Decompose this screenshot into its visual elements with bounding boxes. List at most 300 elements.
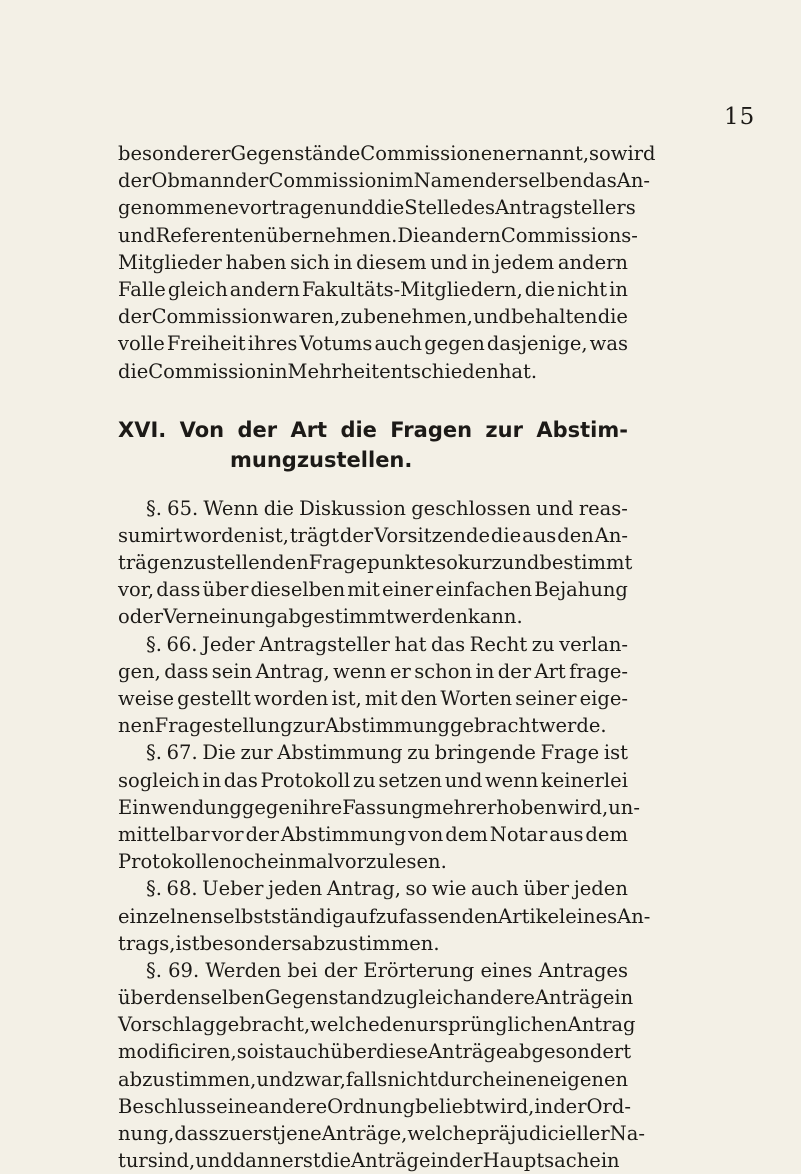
text-line — [118, 249, 628, 276]
text-line — [118, 303, 628, 330]
word: behalten — [511, 305, 598, 329]
word: Commissionen — [360, 142, 505, 165]
word: so — [405, 877, 428, 901]
word: vor — [211, 822, 244, 846]
word: Anträge — [534, 986, 615, 1010]
word: andern — [430, 223, 501, 247]
text-line — [118, 739, 628, 766]
word: Gegenstand — [264, 986, 384, 1010]
word: ist, — [331, 687, 362, 710]
text-line — [118, 576, 628, 603]
word: genommene — [118, 196, 239, 220]
word: der — [449, 1149, 483, 1173]
word: Commission — [268, 169, 389, 193]
word: Hauptsache — [482, 1149, 601, 1173]
word: der — [497, 659, 532, 683]
word: haben — [225, 250, 287, 274]
word: einen — [495, 1067, 550, 1091]
word: und — [501, 551, 540, 575]
paragraph-65 — [118, 495, 633, 631]
word: eine — [216, 1094, 259, 1118]
word: Fragepunkte — [308, 551, 437, 575]
word: ist — [603, 741, 628, 765]
word: was — [589, 332, 628, 356]
word: kurz — [457, 551, 502, 575]
word: der — [118, 169, 152, 193]
word: zuerst — [218, 1122, 281, 1145]
word: die — [490, 523, 522, 547]
word: zur — [292, 714, 325, 738]
word: dass — [174, 1122, 219, 1145]
word: einer — [382, 578, 434, 602]
word: nen — [118, 714, 155, 738]
word: Stelle — [404, 196, 462, 220]
word: Protokoll — [260, 768, 351, 792]
word: der — [237, 417, 278, 442]
word: An- — [617, 904, 651, 928]
word: Worten — [440, 687, 513, 710]
word: erhoben — [475, 795, 558, 819]
word: übernehmen. — [265, 223, 398, 247]
word: über — [202, 578, 249, 602]
word: zur — [240, 741, 273, 765]
word: Recht — [469, 632, 528, 656]
word: Abstim- — [536, 417, 628, 442]
word: bringende — [434, 741, 536, 765]
word: waren, — [272, 305, 341, 329]
word: §. — [146, 958, 162, 982]
text-block — [118, 140, 656, 1174]
word: worden — [254, 687, 329, 710]
word: Antrag — [567, 1013, 636, 1037]
word: abgesondert — [507, 1040, 632, 1064]
word: jene — [280, 1122, 322, 1145]
text-line — [118, 1038, 632, 1065]
word: und — [256, 1067, 294, 1091]
word: über — [330, 1040, 377, 1064]
word: wenn — [484, 768, 539, 792]
word: keinerlei — [540, 768, 628, 792]
word: einmal — [267, 850, 334, 874]
word: vorzulesen. — [333, 850, 447, 874]
word: Vorschlag — [118, 1013, 216, 1037]
word: eigenen — [549, 1067, 629, 1091]
word: die — [340, 417, 377, 442]
word: besonders — [199, 931, 302, 955]
word: sich — [290, 250, 330, 274]
word: beliebt — [415, 1094, 484, 1118]
word: abgestimmt — [276, 605, 394, 629]
word: die — [263, 496, 294, 520]
word: gen, — [118, 659, 161, 683]
word: der — [118, 305, 152, 329]
word: Gegenstände — [230, 142, 361, 165]
word: Mehrheit — [287, 359, 380, 383]
word: die — [597, 305, 628, 329]
word: Art — [534, 659, 566, 683]
word: 67. — [166, 741, 198, 765]
word: andere — [258, 1094, 328, 1118]
word: hat. — [498, 359, 538, 383]
text-line — [118, 984, 634, 1011]
word: zu — [183, 551, 207, 575]
word: Fragen — [390, 417, 473, 442]
word: Anträge — [351, 1149, 431, 1173]
word: ernannt, — [504, 142, 590, 165]
word: wie — [431, 877, 467, 901]
word: selbstständig — [213, 904, 345, 928]
word: Commission — [151, 305, 273, 329]
word: Art — [290, 417, 328, 442]
word: sogleich — [118, 768, 200, 792]
word: 69. — [168, 958, 200, 982]
word: Von — [179, 417, 225, 442]
text-line — [118, 821, 628, 848]
text-line — [118, 222, 638, 249]
word: jeden — [573, 877, 628, 901]
text-line — [118, 1066, 628, 1093]
word: die — [118, 359, 149, 383]
word: den — [379, 1013, 417, 1037]
word: die — [320, 1149, 352, 1173]
word: ursprünglichen — [416, 1013, 568, 1037]
word: Antrages — [538, 958, 628, 982]
word: das — [582, 169, 617, 193]
text-line — [118, 1093, 631, 1120]
word: in — [475, 659, 495, 683]
word: stellenden — [206, 551, 309, 575]
word: aus — [522, 523, 557, 547]
text-line — [118, 631, 628, 658]
word: mit — [364, 687, 398, 710]
word: setzen — [378, 768, 443, 792]
word: An- — [616, 169, 650, 193]
word: der — [245, 822, 279, 846]
word: Fakultäts-Mitgliedern, — [301, 277, 523, 301]
word: gegen — [424, 332, 485, 356]
word: in — [471, 250, 491, 274]
word: Anträge — [427, 1040, 508, 1064]
word: Ueber — [202, 877, 264, 901]
word: Verneinung — [163, 605, 277, 629]
word: diese — [376, 1040, 428, 1064]
word: werden — [393, 605, 468, 629]
word: Na- — [609, 1122, 645, 1145]
word: und — [473, 305, 511, 329]
word: tur — [118, 1149, 148, 1173]
word: weise — [118, 687, 175, 710]
word: zu — [352, 768, 376, 792]
word: ihres — [247, 332, 298, 356]
text-line — [118, 794, 640, 821]
word: §. — [146, 877, 162, 901]
word: frage- — [569, 659, 628, 683]
word: so — [436, 551, 458, 575]
word: An- — [594, 523, 628, 547]
section-heading — [118, 415, 628, 475]
word: modificiren, — [118, 1040, 237, 1064]
word: entschieden — [379, 359, 499, 383]
word: und — [430, 250, 468, 274]
word: vor, — [118, 578, 155, 602]
word: von — [408, 822, 444, 846]
word: in — [609, 277, 628, 301]
word: hat — [394, 632, 427, 656]
word: abzustimmen. — [301, 931, 440, 955]
word: aus — [549, 822, 584, 846]
word: Diskussion — [299, 496, 406, 520]
word: in — [202, 768, 222, 792]
text-line — [118, 276, 628, 303]
text-line — [118, 767, 628, 794]
word: ihre — [302, 795, 343, 819]
paragraph-69 — [118, 957, 645, 1174]
word: sumirt — [118, 523, 183, 547]
heading-line — [118, 445, 628, 475]
word: dem — [585, 822, 628, 846]
word: der — [323, 958, 358, 982]
text-line — [118, 658, 628, 685]
word: Frage — [540, 741, 600, 765]
word: gleich — [167, 277, 228, 301]
word: auch — [470, 877, 519, 901]
word: andern — [229, 277, 300, 301]
word: kann. — [467, 605, 523, 629]
word: Jeder — [202, 632, 255, 656]
word: dass — [164, 659, 209, 683]
word: das — [223, 768, 258, 792]
word: trägt — [289, 523, 339, 547]
word: Commission — [148, 359, 269, 383]
word: mittelbar — [118, 822, 210, 846]
word: Vorsitzende — [374, 523, 490, 547]
word: bei — [287, 958, 318, 982]
word: in — [534, 1094, 554, 1118]
word: in — [268, 359, 288, 383]
word: die — [374, 196, 405, 220]
word: zu — [296, 447, 325, 472]
word: Notar — [489, 822, 548, 846]
word: vortragen — [238, 196, 337, 220]
word: trags, — [118, 931, 176, 955]
word: über — [118, 986, 164, 1010]
word: verlan- — [559, 632, 628, 656]
word: der — [235, 169, 269, 193]
word: einzelnen — [118, 904, 214, 928]
word: Antragstellers — [495, 196, 636, 220]
word: geschlossen — [411, 496, 531, 520]
word: Antragsteller — [259, 632, 390, 656]
word: diesem — [356, 250, 427, 274]
word: denselben — [163, 986, 265, 1010]
word: nung, — [118, 1122, 175, 1145]
word: erst — [282, 1149, 321, 1173]
text-line — [118, 330, 628, 357]
text-line — [118, 522, 628, 549]
word: Antrag, — [326, 877, 401, 901]
word: so — [236, 1040, 259, 1064]
text-line — [118, 1120, 645, 1147]
text-line — [118, 549, 633, 576]
word: aufzufassenden — [344, 904, 499, 928]
word: §. — [146, 632, 162, 656]
word: Ordnung — [327, 1094, 416, 1118]
word: Beschluss — [118, 1094, 217, 1118]
word: Bejahung — [534, 578, 628, 602]
word: im — [388, 169, 414, 193]
word: zur — [485, 417, 523, 442]
text-line — [118, 875, 628, 902]
word: präjudicieller — [476, 1122, 610, 1145]
word: Referenten — [155, 223, 266, 247]
word: Antrag, — [255, 659, 330, 683]
word: Fragestellung — [154, 714, 293, 738]
heading-line — [118, 415, 628, 445]
word: das — [431, 632, 466, 656]
word: wird, — [557, 795, 609, 819]
word: trägen — [118, 551, 184, 575]
word: andere — [465, 986, 535, 1010]
word: 68. — [166, 877, 198, 901]
paragraph-67 — [118, 739, 640, 875]
word: den — [400, 687, 438, 710]
word: und — [444, 768, 483, 792]
word: ist, — [258, 523, 289, 547]
word: Votums — [299, 332, 373, 356]
word: §. — [146, 496, 162, 520]
word: Commissions- — [500, 223, 638, 247]
word: jeden — [268, 877, 323, 901]
word: und — [118, 223, 156, 247]
word: so — [589, 142, 611, 165]
word: mehr — [423, 795, 476, 819]
word: dasjenige, — [486, 332, 588, 356]
word: XVI. — [118, 417, 167, 442]
word: noch — [219, 850, 268, 874]
word: in — [600, 1149, 620, 1173]
word: in — [614, 986, 634, 1010]
word: über — [523, 877, 570, 901]
word: Abstimmung — [277, 741, 403, 765]
word: Falle — [118, 277, 166, 301]
word: benehmen, — [363, 305, 473, 329]
word: Abstimmung — [280, 822, 407, 846]
word: worden — [183, 523, 258, 547]
word: des — [461, 196, 496, 220]
word: Wenn — [203, 496, 259, 520]
word: schon — [414, 659, 473, 683]
word: volle — [118, 332, 165, 356]
word: welche — [310, 1013, 380, 1037]
word: wird, — [483, 1094, 535, 1118]
word: jedem — [494, 250, 555, 274]
word: gestellt — [177, 687, 251, 710]
text-line — [118, 1011, 636, 1038]
text-line — [118, 1147, 628, 1174]
word: dann — [232, 1149, 283, 1173]
word: Freiheit — [166, 332, 246, 356]
word: dass — [156, 578, 201, 602]
word: eines — [565, 904, 618, 928]
word: seiner — [515, 687, 577, 710]
word: der — [339, 523, 374, 547]
word: nicht — [387, 1067, 438, 1091]
word: nicht — [557, 277, 608, 301]
paragraph-66 — [118, 631, 628, 740]
word: 65. — [167, 496, 199, 520]
page-number: 15 — [724, 104, 756, 130]
word: falls — [345, 1067, 388, 1091]
text-line — [118, 358, 628, 385]
word: abzustimmen, — [118, 1067, 257, 1091]
word: dem — [445, 822, 488, 846]
text-line — [118, 957, 628, 984]
word: zwar, — [293, 1067, 346, 1091]
word: Einwendung — [118, 795, 242, 819]
word: in — [333, 250, 353, 274]
word: Namen — [413, 169, 485, 193]
word: werde. — [538, 714, 607, 738]
word: Die — [397, 223, 431, 247]
text-line — [118, 140, 656, 167]
paragraph-68 — [118, 875, 651, 957]
word: ist — [175, 931, 200, 955]
word: auch — [374, 332, 423, 356]
word: bestimmt — [539, 551, 633, 575]
text-line — [118, 903, 651, 930]
word: sein — [211, 659, 253, 683]
word: zu — [407, 741, 431, 765]
word: ist — [258, 1040, 283, 1064]
word: zu — [531, 632, 555, 656]
word: durch — [437, 1067, 496, 1091]
text-line — [118, 848, 628, 875]
word: andern — [557, 250, 628, 274]
word: Anträge, — [321, 1122, 408, 1145]
word: und — [195, 1149, 233, 1173]
word: reas- — [578, 496, 628, 520]
text-line — [118, 712, 628, 739]
word: Fassung — [342, 795, 424, 819]
word: den — [557, 523, 594, 547]
word: zu — [340, 305, 364, 329]
word: derselben — [484, 169, 583, 193]
word: in — [430, 1149, 450, 1173]
word: auch — [282, 1040, 331, 1064]
word: einfachen — [435, 578, 533, 602]
text-line — [118, 194, 636, 221]
word: stellen. — [324, 447, 413, 472]
word: wird — [610, 142, 656, 165]
word: dieselben — [250, 578, 346, 602]
word: die — [524, 277, 556, 301]
word: oder — [118, 605, 164, 629]
word: sind, — [147, 1149, 196, 1173]
word: §. — [146, 741, 162, 765]
word: Abstimmung — [324, 714, 451, 738]
word: wenn — [333, 659, 387, 683]
word: Die — [202, 741, 236, 765]
text-line — [118, 495, 628, 522]
word: Obmann — [151, 169, 236, 193]
word: zugleich — [383, 986, 466, 1010]
text-line — [118, 603, 628, 630]
word: 66. — [166, 632, 198, 656]
word: Ord- — [586, 1094, 631, 1118]
word: Mitglieder — [118, 250, 222, 274]
paragraph-intro — [118, 140, 656, 385]
word: eines — [480, 958, 533, 982]
